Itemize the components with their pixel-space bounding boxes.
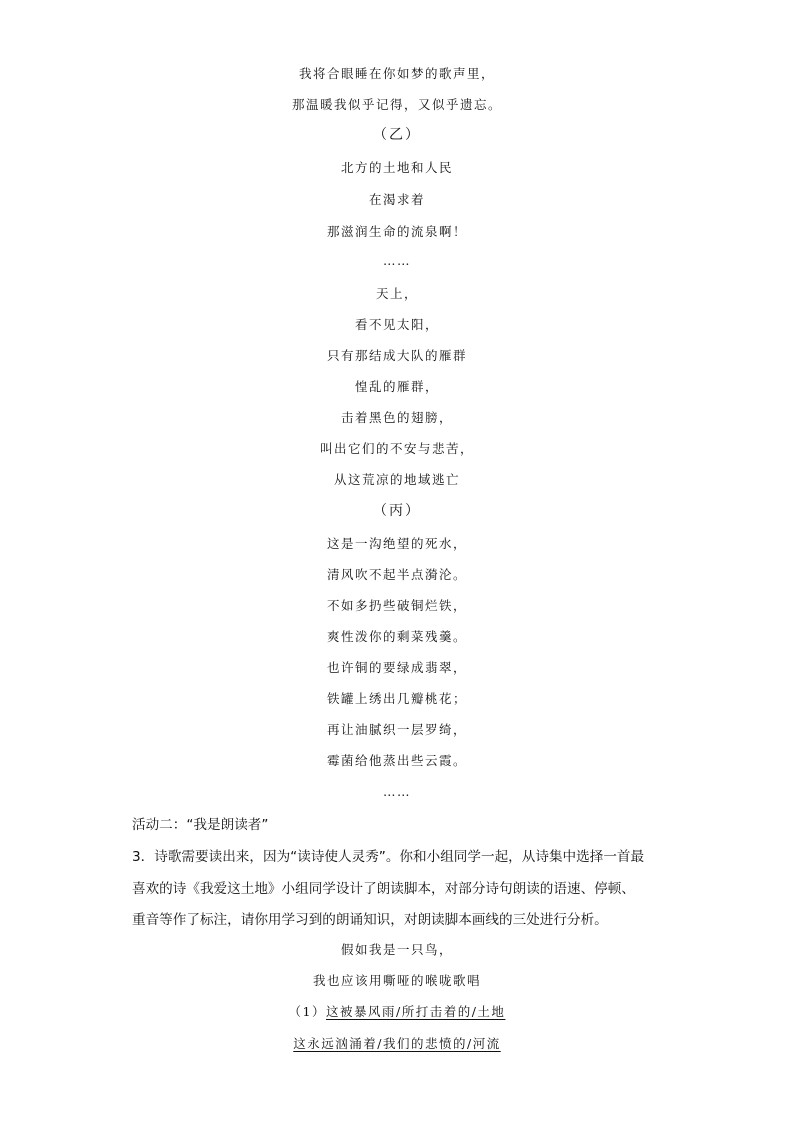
item-number: （1） — [288, 1004, 326, 1019]
underlined-line: 这永远汹涌着/我们的悲愤的/河流 — [293, 1036, 501, 1051]
poem-ellipsis: …… — [383, 784, 411, 799]
poem-yi-label: （乙） — [373, 128, 421, 143]
poem-line: 不如多扔些破铜烂铁， — [326, 598, 467, 613]
underlined-line: 这被暴风雨/所打击着的/土地 — [326, 1004, 506, 1019]
poem-line: 击着黑色的翅膀， — [340, 410, 453, 425]
poem-line: 北方的土地和人民 — [340, 160, 453, 175]
poem-line: 看不见太阳， — [354, 317, 439, 332]
script-annotated-item — [0, 1004, 794, 1020]
poem-line: 那温暖我似乎记得，又似乎遗忘。 — [291, 97, 502, 112]
poem-line: 清风吹不起半点漪沦。 — [326, 567, 467, 582]
poem-ellipsis: …… — [383, 253, 411, 268]
poem-line: 再让油腻织一层罗绮， — [326, 722, 467, 737]
poem-line: 爽性泼你的剩菜残羹。 — [326, 629, 467, 644]
poem-line: 惶乱的雁群， — [354, 379, 439, 394]
question-text-line: 喜欢的诗《我爱这土地》小组同学设计了朗读脚本，对部分诗句朗读的语速、停顿、 — [132, 881, 635, 897]
question-text-line: 重音等作了标注，请你用学习到的朗诵知识，对朗读脚本画线的三处进行分析。 — [132, 912, 608, 928]
script-poem-line: 假如我是一只鸟， — [340, 942, 453, 957]
poem-line: 从这荒凉的地域逃亡 — [333, 472, 460, 487]
script-poem-line: 我也应该用嘶哑的喉咙歌唱 — [312, 973, 481, 988]
poem-line: 只有那结成大队的雁群 — [326, 348, 467, 363]
question-text-line: 3．诗歌需要读出来，因为“读诗使人灵秀”。你和小组同学一起，从诗集中选择一首最 — [132, 849, 645, 865]
poem-line: 这是一沟绝望的死水， — [326, 536, 467, 551]
poem-line: 铁罐上绣出几瓣桃花； — [326, 691, 467, 706]
poem-line: 我将合眼睡在你如梦的歌声里， — [298, 66, 495, 81]
activity-title: 活动二：“我是朗读者” — [132, 817, 269, 833]
poem-line: 那滋润生命的流泉啊！ — [326, 224, 467, 239]
poem-line: 霉菌给他蒸出些云霞。 — [326, 753, 467, 768]
poem-bing-label: （丙） — [373, 504, 421, 519]
poem-line: 叫出它们的不安与悲苦， — [319, 441, 474, 456]
poem-line: 也许铜的要绿成翡翠， — [326, 660, 467, 675]
poem-line: 在渴求着 — [368, 192, 425, 207]
poem-line: 天上， — [375, 286, 418, 301]
